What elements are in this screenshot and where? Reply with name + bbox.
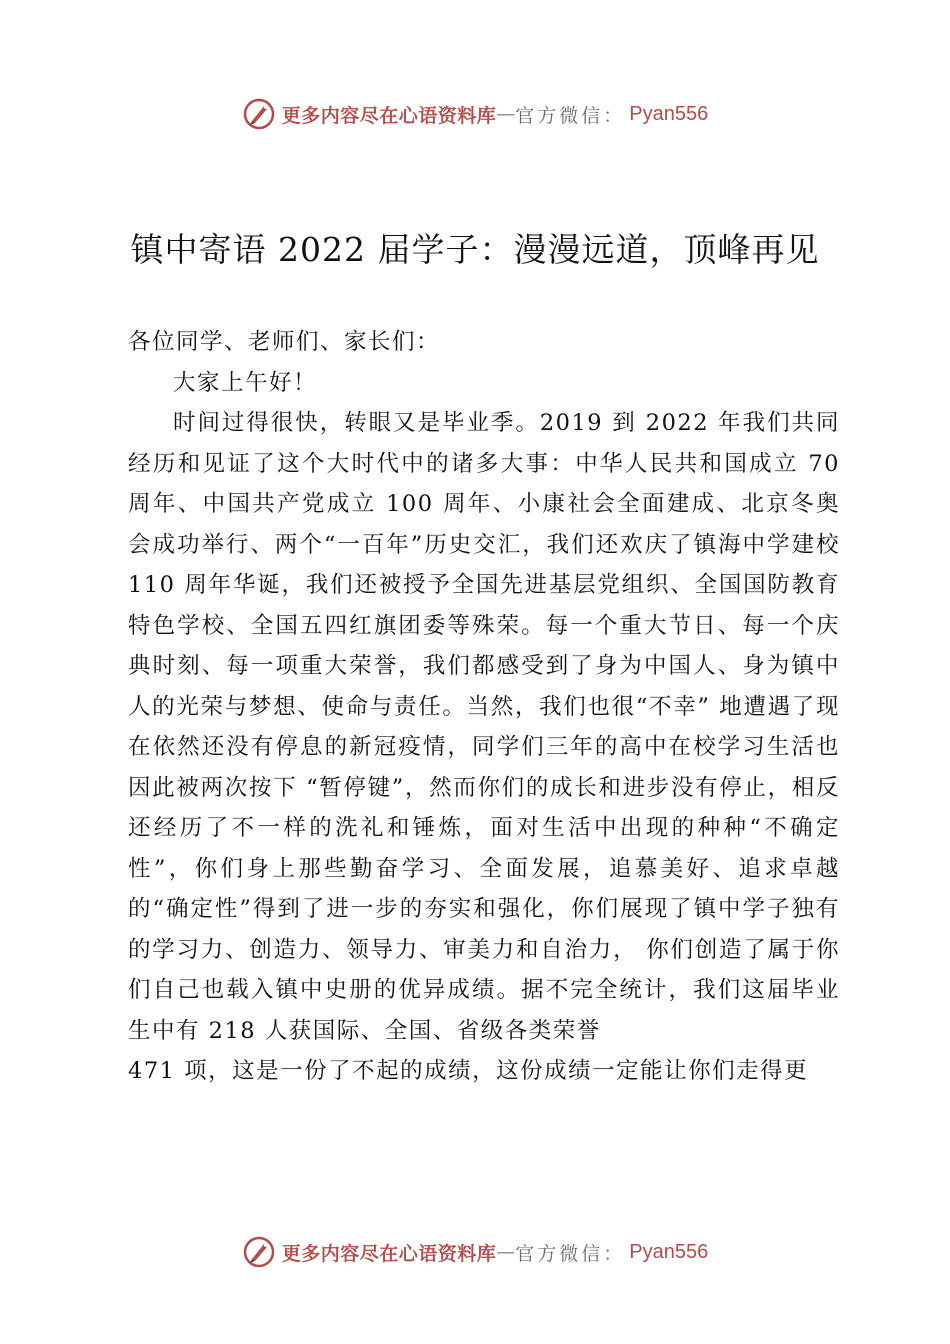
watermark-text: 更多内容尽在心语资料库 <box>281 1242 497 1265</box>
quill-logo-icon <box>242 97 276 131</box>
watermark-separator: — <box>496 103 516 125</box>
document-body <box>128 322 840 1092</box>
quill-logo-icon <box>242 1235 276 1269</box>
salutation: 各位同学、老师们、家长们： <box>128 329 441 355</box>
watermark-wechat-id: Pyan556 <box>629 102 709 125</box>
watermark-contact-label: 官方微信： <box>515 1242 626 1265</box>
body-paragraph: 时间过得很快，转眼又是毕业季。2019 到 2022 年我们共同经历和见证了这个大时代中的诸多大事：中华人民共和国成立 70 周年、中国共产党成立 100 周年、小康社会全面建成、北京冬奥会成功举行、两个“一百年”历史交汇，我们还欢庆了镇海中学建校 110 周年华诞，我们还被授予全国先进基层党组织、全国国防教育特色学校、全国五四红旗团委等殊荣。每一个重大节日、每一个庆典时刻、每一项重大荣誉，我们都感受到了身为中国人、身为镇中人的光荣与梦想、使命与责任。当然，我们也很“不幸” 地遭遇了现在依然还没有停息的新冠疫情，同学们三年的高中在校学习生活也因此被两次按下 “暂停键”，然而你们的成长和进步没有停止，相反还经历了不一样的洗礼和锤炼，面对生活中出现的种种“不确定性”，你们身上那些勤奋学习、全面发展，追慕美好、追求卓越的“确定性”得到了进一步的夯实和强化，你们展现了镇中学子独有的学习力、创造力、领导力、审美力和自治力， 你们创造了属于你们自己也载入镇中史册的优异成绩。据不完全统计，我们这届毕业生中有 218 人获国际、全国、省级各类荣誉 <box>128 410 840 1044</box>
body-paragraph-continuation: 471 项，这是一份了不起的成绩，这份成绩一定能让你们走得更 <box>128 1058 809 1084</box>
watermark-separator: — <box>496 1241 516 1263</box>
watermark-contact-label: 官方微信： <box>515 104 626 127</box>
watermark-wechat-id: Pyan556 <box>629 1240 709 1263</box>
watermark-banner-top <box>0 94 950 134</box>
document-title: 镇中寄语 2022 届学子：漫漫远道，顶峰再见 <box>130 230 820 269</box>
watermark-text: 更多内容尽在心语资料库 <box>281 104 497 127</box>
watermark-banner-bottom <box>0 1232 950 1272</box>
greeting: 大家上午好！ <box>173 369 318 396</box>
